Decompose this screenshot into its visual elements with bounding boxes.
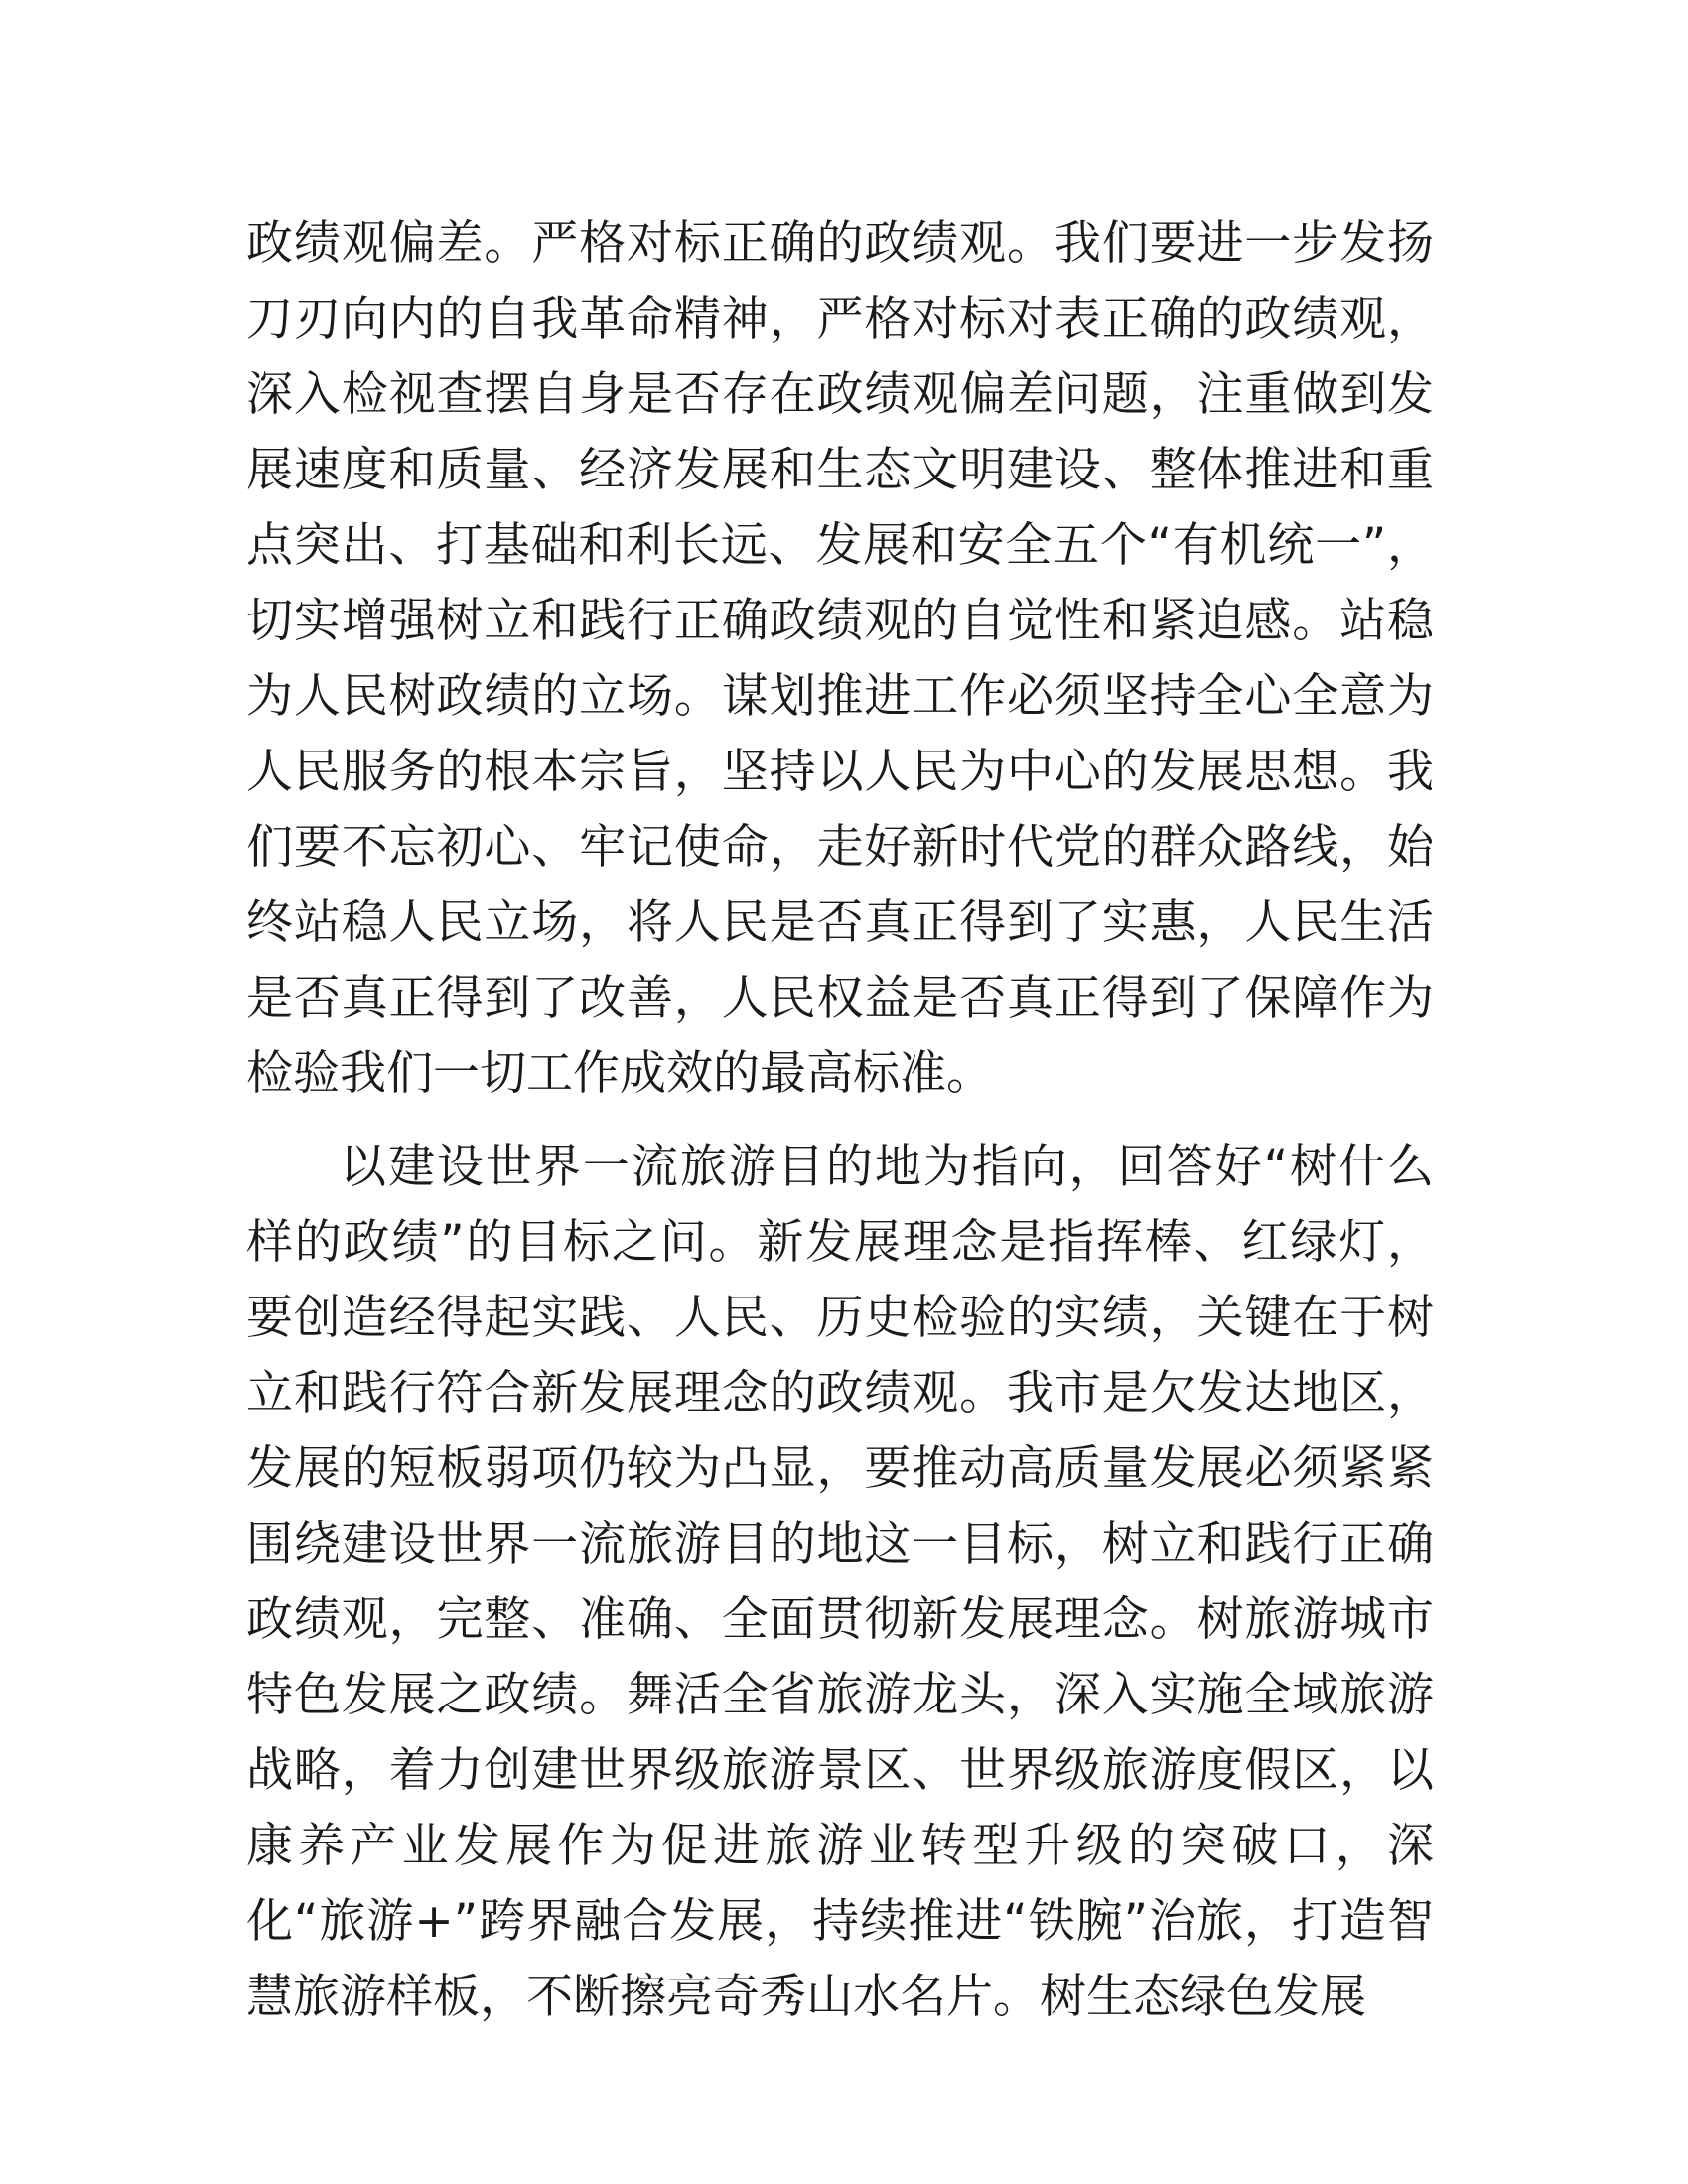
document-body xyxy=(246,206,1434,2035)
paragraph-2: 以建设世界一流旅游目的地为指向，回答好“树什么样的政绩”的目标之问。新发展理念是指挥棒、红绿灯，要创造经得起实践、人民、历史检验的实绩，关键在于树立和践行符合新发展理念的政绩观。我市是欠发达地区，发展的短板弱项仍较为凸显，要推动高质量发展必须紧紧围绕建设世界一流旅游目的地这一目标，树立和践行正确政绩观，完整、准确、全面贯彻新发展理念。树旅游城市特色发展之政绩。舞活全省旅游龙头，深入实施全域旅游战略，着力创建世界级旅游景区、世界级旅游度假区，以康养产业发展作为促进旅游业转型升级的突破口，深化“旅游+”跨界融合发展，持续推进“铁腕”治旅，打造智慧旅游样板，不断擦亮奇秀山水名片。树生态绿色发展 xyxy=(246,1140,1434,2024)
paragraph-1: 政绩观偏差。严格对标正确的政绩观。我们要进一步发扬刀刃向内的自我革命精神，严格对标对表正确的政绩观，深入检视查摆自身是否存在政绩观偏差问题，注重做到发展速度和质量、经济发展和生态文明建设、整体推进和重点突出、打基础和利长远、发展和安全五个“有机统一”，切实增强树立和践行正确政绩观的自觉性和紧迫感。站稳为人民树政绩的立场。谋划推进工作必须坚持全心全意为人民服务的根本宗旨，坚持以人民为中心的发展思想。我们要不忘初心、牢记使命，走好新时代党的群众路线，始终站稳人民立场，将人民是否真正得到了实惠，人民生活是否真正得到了改善，人民权益是否真正得到了保障作为检验我们一切工作成效的最高标准。 xyxy=(246,216,1434,1101)
